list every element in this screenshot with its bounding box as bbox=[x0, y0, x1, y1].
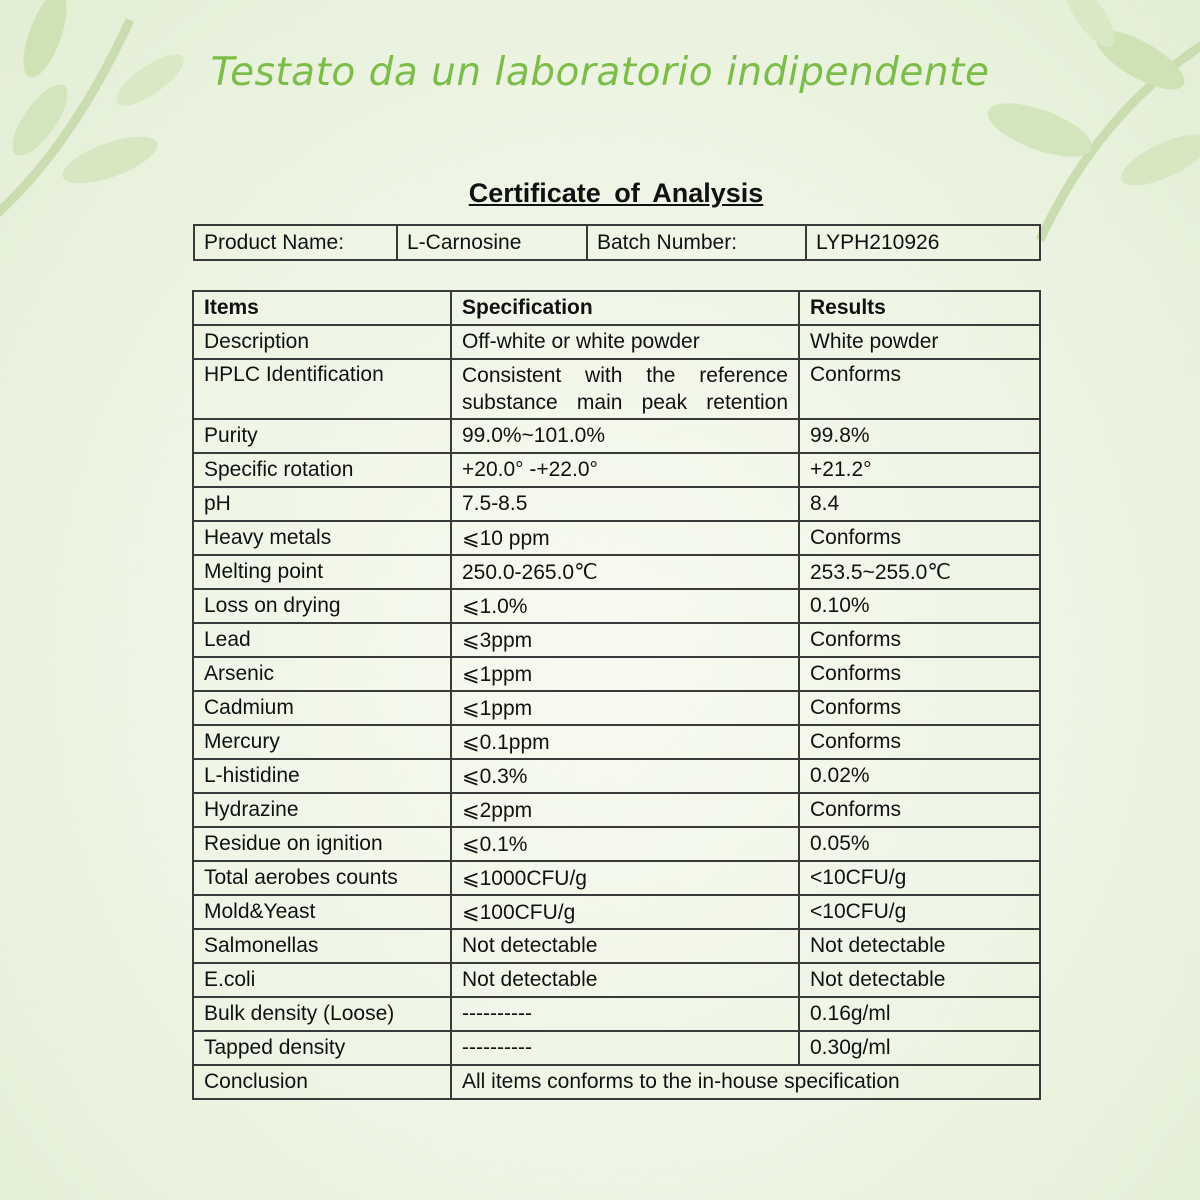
table-row bbox=[193, 725, 1040, 759]
table-row bbox=[193, 793, 1040, 827]
item-cell: Arsenic bbox=[193, 657, 451, 691]
result-cell: <10CFU/g bbox=[799, 895, 1040, 929]
product-name-value: L-Carnosine bbox=[397, 225, 587, 260]
result-cell: 253.5~255.0℃ bbox=[799, 555, 1040, 589]
spec-cell: ⩽1ppm bbox=[451, 691, 799, 725]
item-cell: Cadmium bbox=[193, 691, 451, 725]
table-header-row bbox=[193, 291, 1040, 325]
item-cell: Purity bbox=[193, 419, 451, 453]
spec-cell: ---------- bbox=[451, 1031, 799, 1065]
spec-line: substance main peak retention bbox=[462, 391, 788, 414]
column-header-results: Results bbox=[799, 291, 1040, 325]
table-row bbox=[193, 453, 1040, 487]
table-row bbox=[193, 487, 1040, 521]
result-cell: Not detectable bbox=[799, 929, 1040, 963]
analysis-table bbox=[192, 290, 1041, 1100]
column-header-specification: Specification bbox=[451, 291, 799, 325]
certificate-title: Certificate of Analysis bbox=[468, 178, 764, 208]
result-cell: 0.16g/ml bbox=[799, 997, 1040, 1031]
leaf-decoration-left bbox=[0, 0, 260, 260]
result-cell: 0.30g/ml bbox=[799, 1031, 1040, 1065]
item-cell: Hydrazine bbox=[193, 793, 451, 827]
batch-number-value: LYPH210926 bbox=[806, 225, 1040, 260]
conclusion-label: Conclusion bbox=[193, 1065, 451, 1099]
result-cell: 0.05% bbox=[799, 827, 1040, 861]
result-cell: +21.2° bbox=[799, 453, 1040, 487]
item-cell: Mold&Yeast bbox=[193, 895, 451, 929]
result-cell: 8.4 bbox=[799, 487, 1040, 521]
product-info-table bbox=[193, 224, 1041, 261]
table-row bbox=[193, 589, 1040, 623]
table-row bbox=[193, 827, 1040, 861]
spec-cell: ⩽0.1% bbox=[451, 827, 799, 861]
table-row bbox=[193, 997, 1040, 1031]
table-row bbox=[193, 359, 1040, 419]
item-cell: L-histidine bbox=[193, 759, 451, 793]
spec-cell: Not detectable bbox=[451, 929, 799, 963]
spec-cell: ⩽2ppm bbox=[451, 793, 799, 827]
spec-cell: Off-white or white powder bbox=[451, 325, 799, 359]
result-cell: Conforms bbox=[799, 725, 1040, 759]
result-cell: Conforms bbox=[799, 793, 1040, 827]
result-cell: Not detectable bbox=[799, 963, 1040, 997]
product-name-label: Product Name: bbox=[194, 225, 397, 260]
result-cell: Conforms bbox=[799, 691, 1040, 725]
table-row bbox=[193, 929, 1040, 963]
leaf-decoration-right bbox=[940, 0, 1200, 260]
headline: Testato da un laboratorio indipendente bbox=[210, 50, 990, 95]
table-row bbox=[193, 895, 1040, 929]
table-row bbox=[193, 521, 1040, 555]
item-cell: pH bbox=[193, 487, 451, 521]
item-cell: Lead bbox=[193, 623, 451, 657]
table-row bbox=[193, 759, 1040, 793]
result-cell: Conforms bbox=[799, 359, 1040, 419]
spec-cell: ⩽100CFU/g bbox=[451, 895, 799, 929]
item-cell: Residue on ignition bbox=[193, 827, 451, 861]
item-cell: Specific rotation bbox=[193, 453, 451, 487]
spec-cell: +20.0° -+22.0° bbox=[451, 453, 799, 487]
spec-cell: ⩽10 ppm bbox=[451, 521, 799, 555]
result-cell: 99.8% bbox=[799, 419, 1040, 453]
spec-cell: 99.0%~101.0% bbox=[451, 419, 799, 453]
spec-cell: 250.0-265.0℃ bbox=[451, 555, 799, 589]
result-cell: Conforms bbox=[799, 623, 1040, 657]
conclusion-row bbox=[193, 1065, 1040, 1099]
spec-cell: 7.5-8.5 bbox=[451, 487, 799, 521]
table-row bbox=[193, 623, 1040, 657]
spec-cell: Not detectable bbox=[451, 963, 799, 997]
table-row bbox=[193, 555, 1040, 589]
spec-cell: ⩽3ppm bbox=[451, 623, 799, 657]
spec-cell: ---------- bbox=[451, 997, 799, 1031]
item-cell: Mercury bbox=[193, 725, 451, 759]
item-cell: Tapped density bbox=[193, 1031, 451, 1065]
item-cell: Total aerobes counts bbox=[193, 861, 451, 895]
result-cell: Conforms bbox=[799, 657, 1040, 691]
spec-cell: ⩽1.0% bbox=[451, 589, 799, 623]
item-cell: E.coli bbox=[193, 963, 451, 997]
item-cell: Heavy metals bbox=[193, 521, 451, 555]
spec-line: Consistent with the reference bbox=[462, 364, 788, 387]
table-row bbox=[193, 861, 1040, 895]
item-cell: Description bbox=[193, 325, 451, 359]
result-cell: 0.10% bbox=[799, 589, 1040, 623]
result-cell: White powder bbox=[799, 325, 1040, 359]
conclusion-value: All items conforms to the in-house specification bbox=[451, 1065, 1040, 1099]
item-cell: HPLC Identification bbox=[193, 359, 451, 419]
table-row bbox=[193, 1031, 1040, 1065]
spec-cell: ⩽0.1ppm bbox=[451, 725, 799, 759]
spec-cell bbox=[451, 359, 799, 419]
result-cell: 0.02% bbox=[799, 759, 1040, 793]
table-row bbox=[193, 963, 1040, 997]
spec-cell: ⩽1000CFU/g bbox=[451, 861, 799, 895]
table-row bbox=[193, 419, 1040, 453]
item-cell: Melting point bbox=[193, 555, 451, 589]
item-cell: Bulk density (Loose) bbox=[193, 997, 451, 1031]
table-row bbox=[193, 657, 1040, 691]
column-header-items: Items bbox=[193, 291, 451, 325]
product-info-row bbox=[194, 225, 1040, 260]
spec-cell: ⩽1ppm bbox=[451, 657, 799, 691]
item-cell: Loss on drying bbox=[193, 589, 451, 623]
result-cell: Conforms bbox=[799, 521, 1040, 555]
result-cell: <10CFU/g bbox=[799, 861, 1040, 895]
table-row bbox=[193, 325, 1040, 359]
item-cell: Salmonellas bbox=[193, 929, 451, 963]
table-row bbox=[193, 691, 1040, 725]
batch-number-label: Batch Number: bbox=[587, 225, 806, 260]
spec-cell: ⩽0.3% bbox=[451, 759, 799, 793]
